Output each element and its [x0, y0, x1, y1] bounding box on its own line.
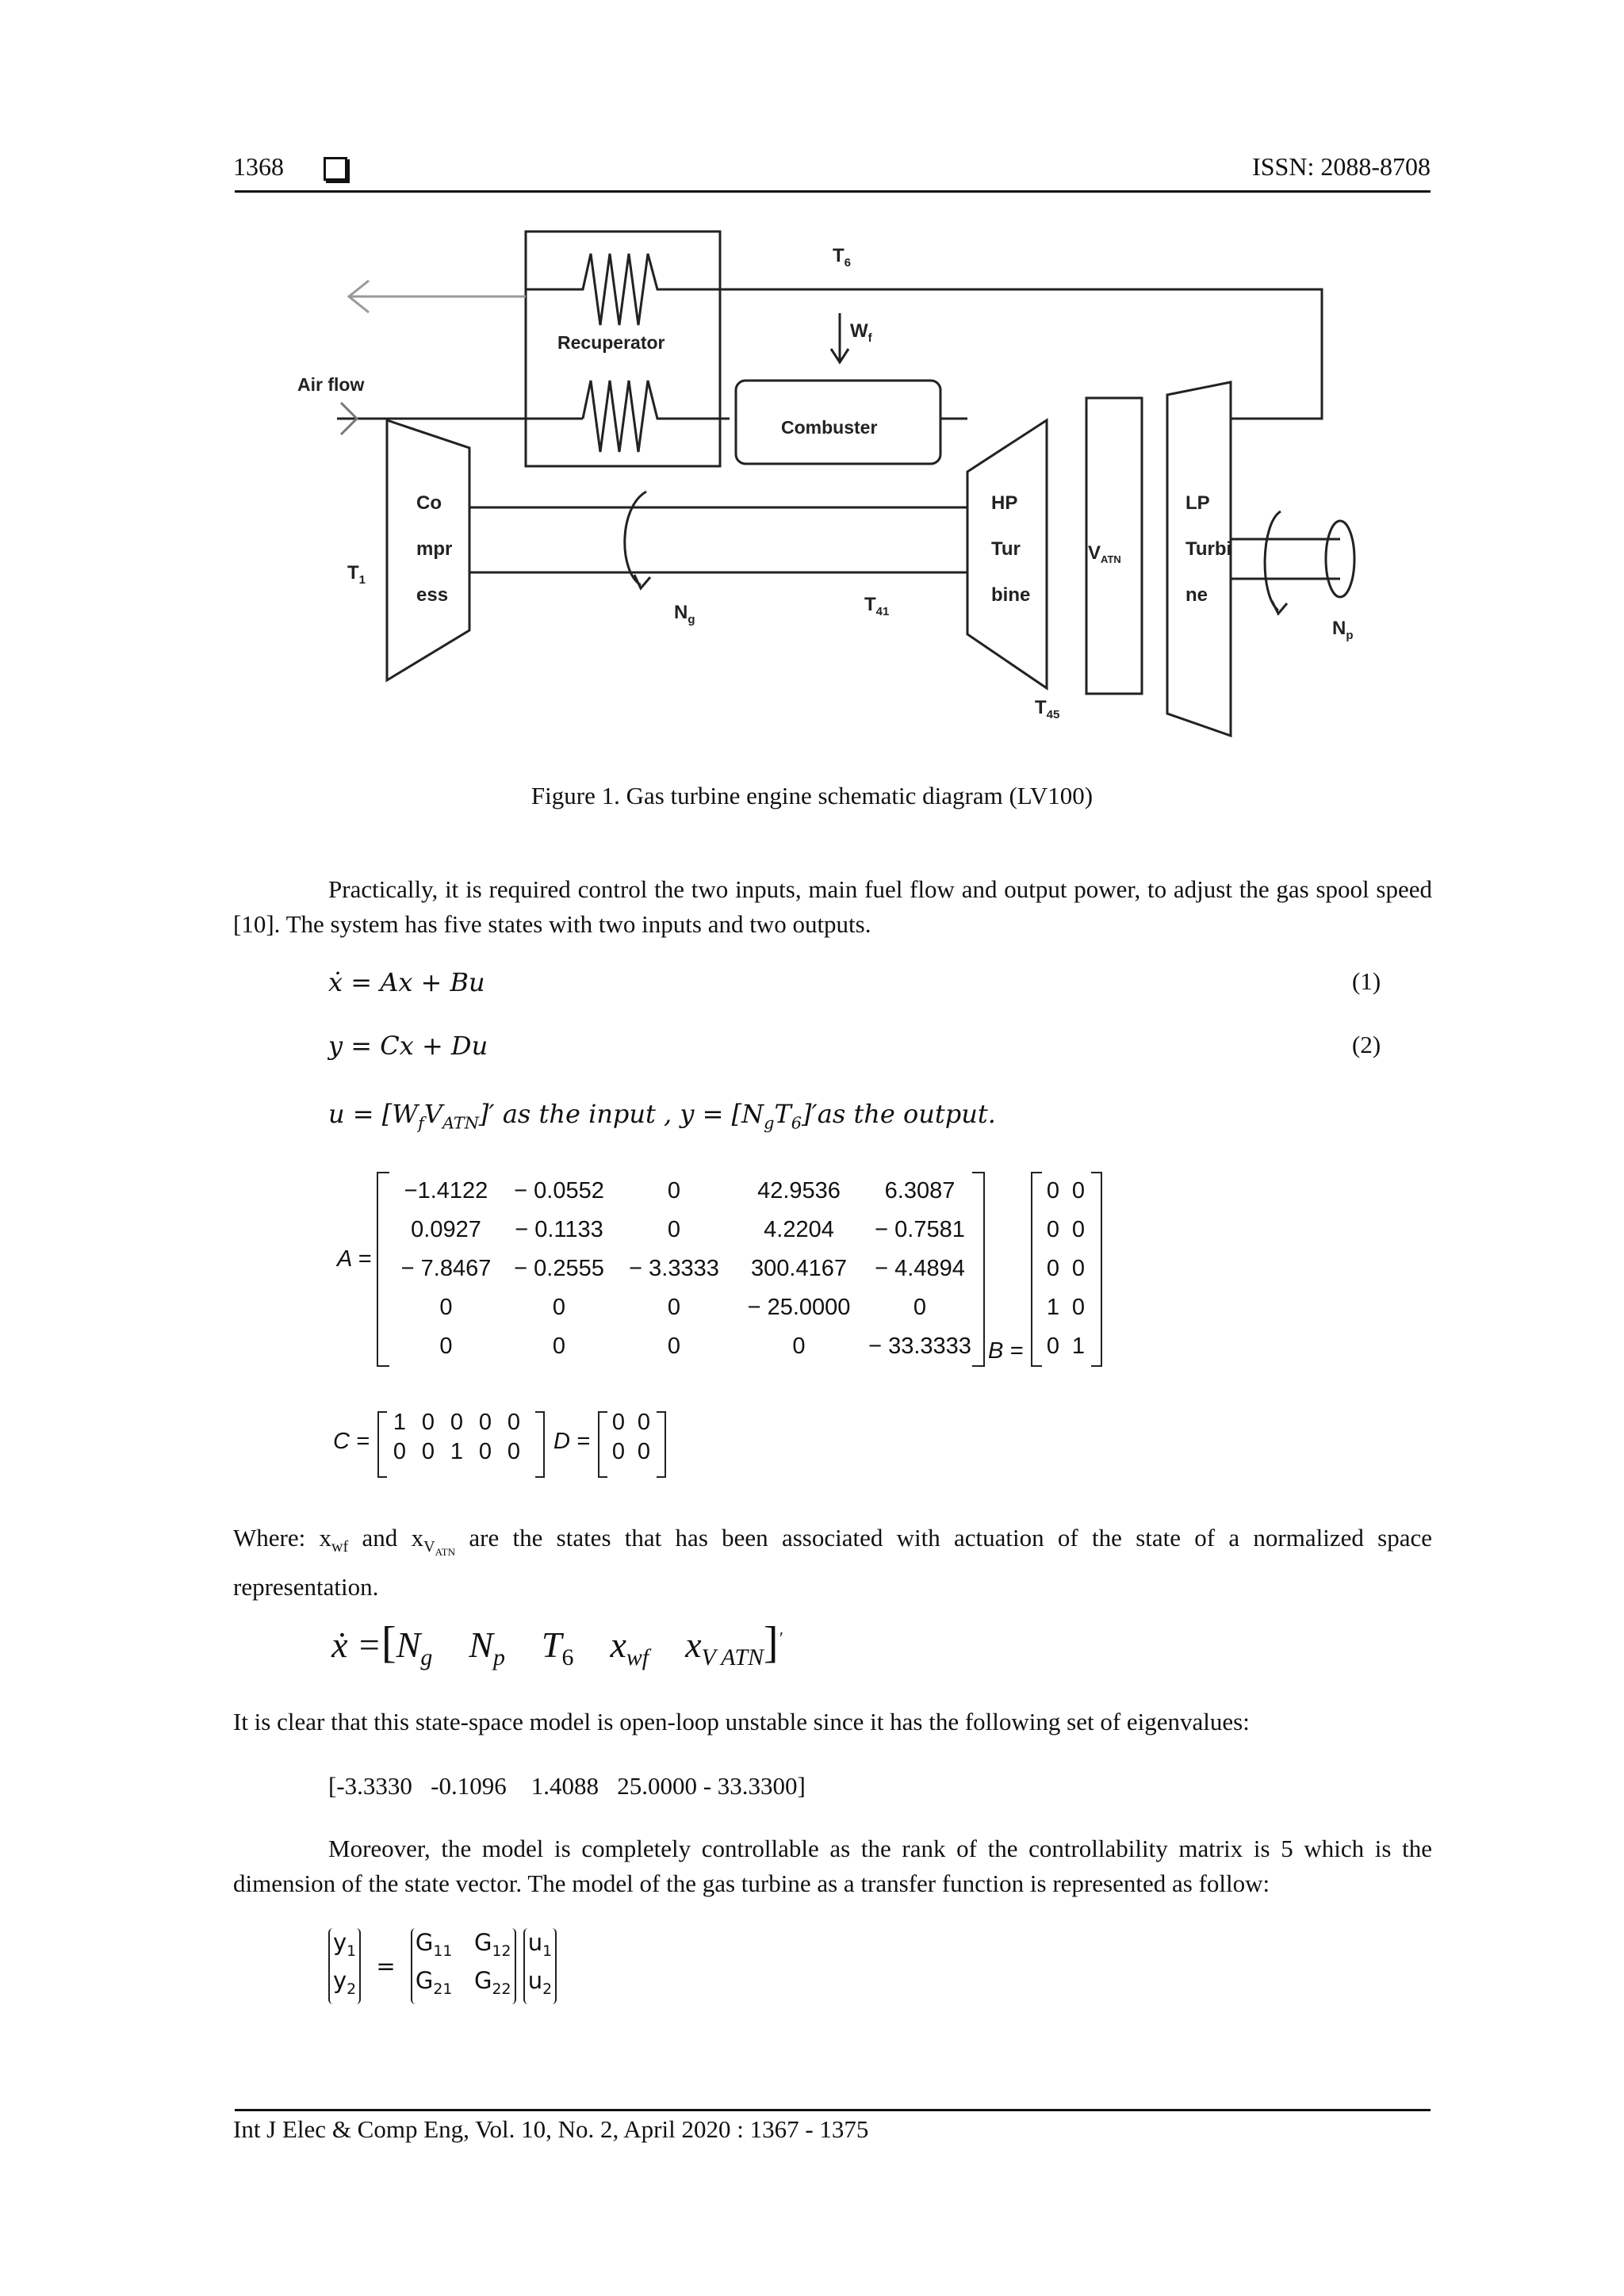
matrix-cell: 42.9536	[757, 1178, 841, 1203]
footer-citation: Int J Elec & Comp Eng, Vol. 10, No. 2, April 2020 : 1367 - 1375	[233, 2115, 869, 2143]
matrix-cell: 0	[1071, 1295, 1086, 1320]
matrix-cell: − 25.0000	[747, 1295, 851, 1320]
matrix-cell: 0	[478, 1439, 492, 1464]
matrix-cell: 0	[637, 1410, 651, 1435]
paragraph-2: Where: $x_{wf}$ and $x_{V_{ATN}}$ are the states that has been associated with actuation of the state of a normalized space representation.	[233, 1524, 1432, 1601]
svg-text:Turbi: Turbi	[1185, 538, 1232, 560]
matrix-cell: 4.2204	[764, 1217, 834, 1242]
matrix-row	[385, 1437, 528, 1467]
matrix-cell: 0	[421, 1410, 435, 1435]
equation-2-number: (2)	[1352, 1031, 1381, 1058]
matrix-cell: 0	[913, 1295, 927, 1320]
matrix-cell: 0	[478, 1410, 492, 1435]
matrix-cell: 0	[507, 1439, 521, 1464]
matrix-cell: 0	[611, 1410, 626, 1435]
matrix-c-right-bracket	[535, 1411, 545, 1478]
svg-text:T1: $T_1$	[347, 562, 366, 587]
matrix-row	[393, 1288, 971, 1327]
matrix-d	[606, 1408, 657, 1467]
matrix-cell: − 3.3333	[629, 1256, 719, 1281]
svg-text:T6: $T_6$	[833, 245, 852, 270]
matrix-row	[1040, 1327, 1091, 1366]
paragraph-1: Practically, it is required control the two inputs, main fuel flow and output power, to adjust the gas spool speed [10]. The system has five states with two inputs and two outputs.	[233, 875, 1432, 938]
matrix-row	[393, 1211, 971, 1249]
matrix-cell: 0	[439, 1295, 453, 1320]
matrix-cell: 0	[611, 1439, 626, 1464]
paragraph-4: Moreover, the model is completely controllable as the rank of the controllability matrix is 5 which is the dimension of the state vector. The model of the gas turbine as a transfer function is represented as follow:	[233, 1835, 1432, 1897]
header-square-icon	[324, 157, 347, 181]
matrix-cell: 1	[393, 1410, 407, 1435]
page-number: 1368	[233, 152, 284, 181]
footer-rule	[235, 2109, 1431, 2111]
matrix-cell: − 0.0552	[514, 1178, 604, 1203]
eigenvalues: [-3.3330 -0.1096 1.4088 25.0000 - 33.3300]	[328, 1772, 806, 1800]
matrix-cell: 0	[1046, 1334, 1060, 1359]
svg-text:T41: $T_{41}$	[864, 594, 890, 618]
matrix-cell: − 0.1133	[515, 1217, 603, 1242]
matrix-cell: 0	[1046, 1217, 1060, 1242]
matrix-cell: 0	[507, 1410, 521, 1435]
matrix-row	[393, 1172, 971, 1211]
matrix-a-left-bracket	[377, 1172, 389, 1367]
matrix-cell: − 7.8467	[400, 1256, 492, 1281]
matrix-d-right-bracket	[657, 1411, 666, 1478]
matrix-b	[1040, 1172, 1091, 1366]
svg-text:LP: LP	[1185, 492, 1210, 514]
matrix-cell: 0	[421, 1439, 435, 1464]
svg-text:Np: $N_p$	[1332, 618, 1354, 642]
header-rule	[235, 190, 1431, 193]
svg-text:Recuperator: Recuperator	[557, 332, 665, 353]
matrix-a	[393, 1172, 971, 1366]
matrix-cell: 0	[667, 1178, 681, 1203]
svg-text:VATN: $V_{ATN}$	[1088, 542, 1121, 565]
svg-text:bine: bine	[991, 584, 1031, 606]
figure-caption: Figure 1. Gas turbine engine schematic diagram (LV100)	[530, 782, 1094, 809]
equation-1: ẋ = Ax + Bu	[328, 967, 485, 997]
matrix-row	[393, 1249, 971, 1288]
matrix-row	[1040, 1249, 1091, 1288]
svg-text:Combuster: Combuster	[781, 417, 878, 438]
matrix-row	[1040, 1172, 1091, 1211]
matrix-b-label: B =	[988, 1338, 1024, 1364]
equation-io: $u = [W_fV_{ATN}]'$ as the input , $y = [N_gT_6]'as$ the output.	[328, 1099, 996, 1133]
gas-turbine-schematic	[285, 222, 1372, 737]
matrix-cell: − 0.7581	[875, 1217, 965, 1242]
matrix-cell: 0	[667, 1295, 681, 1320]
svg-text:Tur: Tur	[991, 538, 1021, 560]
svg-text:T45: $T_{45}$	[1035, 697, 1060, 721]
matrix-a-label: A =	[337, 1246, 372, 1272]
issn: ISSN: 2088-8708	[1252, 152, 1431, 181]
matrix-a-right-bracket	[972, 1172, 985, 1367]
matrix-row	[393, 1327, 971, 1366]
matrix-row	[385, 1408, 528, 1437]
matrix-b-right-bracket	[1091, 1172, 1102, 1367]
matrix-cell: 0	[667, 1217, 681, 1242]
matrix-c-label: C =	[333, 1429, 370, 1454]
svg-text:HP: HP	[991, 492, 1018, 514]
matrix-cell: 0	[1071, 1256, 1086, 1281]
matrix-cell: 0	[1046, 1256, 1060, 1281]
matrix-cell: − 0.2555	[514, 1256, 604, 1281]
matrix-cell: − 4.4894	[875, 1256, 965, 1281]
matrix-cell: 0	[667, 1334, 681, 1359]
matrix-cell: 0	[1071, 1217, 1086, 1242]
matrix-cell: 0	[393, 1439, 407, 1464]
matrix-cell: 6.3087	[884, 1178, 956, 1203]
matrix-cell: 1	[1046, 1295, 1060, 1320]
matrix-c	[385, 1408, 528, 1467]
matrix-cell: 0	[1046, 1178, 1060, 1203]
paragraph-3: It is clear that this state-space model is open-loop unstable since it has the following set of eigenvalues:	[233, 1708, 1250, 1735]
matrix-cell: 300.4167	[751, 1256, 847, 1281]
svg-text:ess: ess	[416, 584, 449, 606]
matrix-cell: −1.4122	[404, 1178, 488, 1203]
svg-text:Ng: $N_g$	[674, 602, 695, 626]
equation-1-number: (1)	[1352, 967, 1381, 995]
matrix-row	[606, 1408, 657, 1437]
matrix-d-label: D =	[553, 1429, 590, 1454]
state-vector: ẋ $=[N_g$ $N_p$ $T_6$ $x_{wf}$ $x_{V ATN}]'$	[331, 1618, 783, 1671]
matrix-cell: − 33.3333	[868, 1334, 971, 1359]
matrix-cell: 0	[637, 1439, 651, 1464]
matrix-cell: 0	[792, 1334, 806, 1359]
equation-2: y = Cx + Du	[328, 1031, 488, 1061]
matrix-cell: 1	[1071, 1334, 1086, 1359]
svg-text:ne: ne	[1185, 584, 1208, 606]
matrix-cell: 0	[439, 1334, 453, 1359]
matrix-row	[1040, 1288, 1091, 1327]
svg-text:Air flow: Air flow	[297, 374, 365, 395]
matrix-row	[1040, 1211, 1091, 1249]
transfer-function: $y_1$ $y_2$ = $G_{11}$ $G_{12}$ $G_{21}$ $G_{22}$ $u_1$ $u_2$	[328, 1928, 557, 2004]
matrix-cell: 0	[552, 1334, 566, 1359]
svg-text:Wf: $W_f$	[850, 320, 872, 345]
matrix-row	[606, 1437, 657, 1467]
matrix-cell: 1	[450, 1439, 464, 1464]
matrix-cell: 0	[450, 1410, 464, 1435]
matrix-cell: 0.0927	[411, 1217, 481, 1242]
svg-text:mpr: mpr	[416, 538, 453, 560]
matrix-cell: 0	[552, 1295, 566, 1320]
svg-text:Co: Co	[416, 492, 442, 514]
matrix-cell: 0	[1071, 1178, 1086, 1203]
